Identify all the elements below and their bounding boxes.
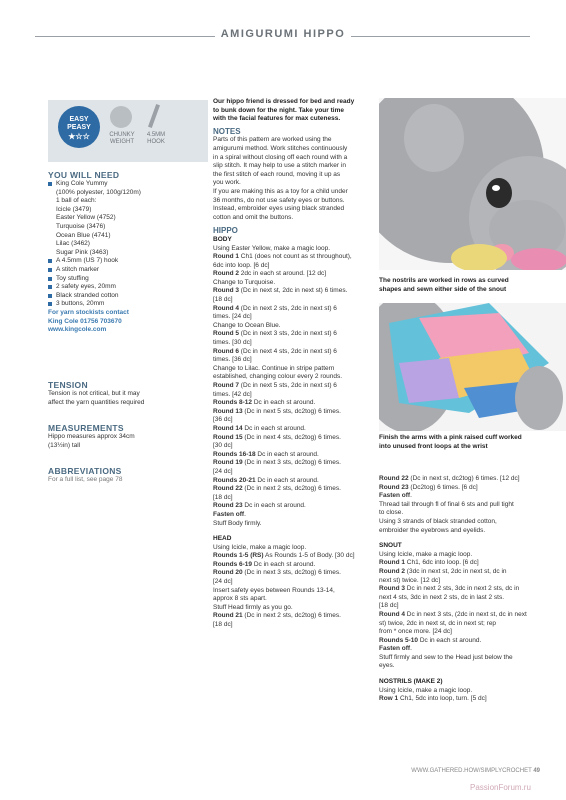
body-heading: BODY <box>213 235 232 243</box>
instruction-text: [18 dc] <box>379 602 399 610</box>
instruction-line <box>213 262 376 271</box>
instruction-text: [36 dc] <box>213 416 233 424</box>
instruction-line <box>213 279 376 288</box>
instruction-line <box>213 373 376 382</box>
notes-heading: NOTES <box>213 126 241 136</box>
instruction-text: (3dc in next st, 2dc in next st, dc in <box>405 567 507 575</box>
instruction-text: Dc in each st around. <box>255 450 319 458</box>
instruction-text: (Dc in next 4 sts, dc2tog) 6 times. <box>242 433 341 441</box>
instruction-line <box>213 604 376 613</box>
instruction-line <box>213 502 376 511</box>
instruction-line <box>213 595 376 604</box>
instruction-text: As Rounds 1-5 of Body. [30 dc] <box>263 552 355 560</box>
hippo-heading: HIPPO <box>213 226 238 236</box>
right-column <box>379 475 544 704</box>
instruction-text: Using Easter Yellow, make a magic loop. <box>213 244 331 252</box>
instruction-line <box>379 492 544 501</box>
head-instructions-continued <box>379 475 544 535</box>
page-header <box>0 28 566 44</box>
round-label: Fasten off <box>213 510 245 518</box>
text-line: 36 months, do not use safety eyes or buttons. <box>213 196 345 204</box>
instruction-line <box>379 551 544 560</box>
instruction-text: Stuff firmly and sew to the Head just below the <box>379 653 513 661</box>
instruction-text: Using 3 strands of black stranded cotton, <box>379 517 497 525</box>
intro-line: to bunk down for the night. Take your time <box>213 106 344 114</box>
text-line: amigurumi method. Work stitches continuously <box>213 144 348 152</box>
instruction-line <box>213 365 376 374</box>
instruction-line <box>213 552 376 561</box>
round-label: Round 19 <box>213 459 243 467</box>
list-item: Toy stuffing <box>48 275 208 284</box>
list-item: Sugar Pink (3463) <box>56 248 109 256</box>
instruction-line <box>379 628 544 637</box>
instruction-text: (Dc in next 3 sts, dc2tog) 6 times. <box>242 459 341 467</box>
photo-caption <box>379 434 544 451</box>
instruction-line <box>213 578 376 587</box>
text-line: you work. <box>213 179 241 187</box>
body-text: Tension is not critical, but it may <box>48 390 140 397</box>
instruction-line <box>379 559 544 568</box>
round-label: Rounds 20-21 <box>213 476 256 484</box>
instruction-line <box>379 509 544 518</box>
round-label: Round 7 <box>213 382 239 389</box>
instruction-line <box>379 577 544 586</box>
instruction-line <box>379 695 544 704</box>
instruction-text: to close. <box>379 509 404 517</box>
instruction-text: Using Icicle, make a magic loop. <box>379 550 473 558</box>
round-label: Round 2 <box>379 567 405 575</box>
instruction-text: [30 dc] <box>213 442 233 450</box>
difficulty-badge <box>58 106 100 148</box>
head-heading: HEAD <box>213 535 232 543</box>
instruction-text: . <box>410 645 412 653</box>
instruction-text: Using Icicle, make a magic loop. <box>379 686 473 694</box>
instruction-line <box>213 477 376 486</box>
stockist-link[interactable]: www.kingcole.com <box>48 326 107 334</box>
instruction-text: next 4 sts, 3dc in next 2 sts, dc in last 2 sts. <box>379 593 505 601</box>
list-item: Icicle (3479) <box>56 205 92 213</box>
instruction-line <box>213 569 376 578</box>
section-heading: MEASUREMENTS <box>48 423 124 433</box>
instruction-line <box>213 391 376 400</box>
instruction-line <box>213 270 376 279</box>
instruction-text: (Dc in next 3 sts, 2dc in next st) 6 <box>239 330 337 338</box>
list-item: Black stranded cotton <box>48 292 208 301</box>
round-label: Round 23 <box>379 483 409 491</box>
instruction-text: times. [24 dc] <box>213 313 252 321</box>
instruction-text: (Dc in next st, 2dc in next st) 6 times. <box>239 287 348 295</box>
instruction-line <box>213 253 376 262</box>
instruction-text: (Dc in next 5 sts, 2dc in next st) 6 <box>239 382 337 389</box>
round-label: Round 3 <box>213 287 239 295</box>
instruction-line <box>213 356 376 365</box>
body-instructions <box>213 245 376 529</box>
body-text: (13½in) tall <box>48 441 81 449</box>
instruction-line <box>379 518 544 527</box>
nostrils-instructions <box>379 687 544 704</box>
yarn-ball-icon <box>110 106 132 128</box>
round-label: Row 1 <box>379 695 399 703</box>
caption-line: into unused front loops at the wrist <box>379 442 488 450</box>
instruction-text: (Dc2tog) 6 times. [6 dc] <box>408 483 478 491</box>
instruction-line <box>379 594 544 603</box>
round-label: Rounds 6-19 <box>213 560 253 568</box>
instruction-line <box>379 687 544 696</box>
instruction-text: from * once more. [24 dc] <box>379 628 452 636</box>
hippo-face-photo <box>379 98 566 270</box>
text-line: in a spiral without closing off each round with a <box>213 153 348 161</box>
instruction-text: established, changing colour every 2 rounds. <box>213 373 342 381</box>
footer-url: WWW.GATHERED.HOW/SIMPLYCROCHET <box>411 768 532 774</box>
round-label: Round 13 <box>213 407 243 415</box>
instruction-text: Dc in each st around. <box>252 560 316 568</box>
round-label: Round 22 <box>213 485 243 493</box>
instruction-text: [18 dc] <box>213 621 233 629</box>
instruction-line <box>379 637 544 646</box>
round-label: Round 23 <box>213 502 243 510</box>
instruction-text: Stuff Head firmly as you go. <box>213 603 293 611</box>
instruction-line <box>379 662 544 671</box>
instruction-line <box>213 468 376 477</box>
instruction-line <box>213 245 376 254</box>
round-label: Round 22 <box>379 475 409 482</box>
instruction-line <box>379 645 544 654</box>
instruction-text: Ch1 (does not count as st throughout), <box>239 253 352 261</box>
list-item: Ocean Blue (4741) <box>56 231 111 239</box>
instruction-line <box>213 399 376 408</box>
list-item: King Cole Yummy <box>48 180 208 189</box>
instruction-text: Thread tail through fl of final 6 sts and pull tight <box>379 500 514 508</box>
text-line: slip stitch. It may help to use a stitch marker in <box>213 162 346 170</box>
instruction-text: (Dc in next 4 sts, 2dc in next st) 6 <box>239 347 337 355</box>
instruction-text: Change to Ocean Blue. <box>213 321 281 329</box>
tension-section <box>48 380 208 407</box>
caption-line: Finish the arms with a pink raised cuff worked <box>379 434 522 441</box>
page-title: AMIGURUMI HIPPO <box>215 28 352 40</box>
instruction-line <box>379 654 544 663</box>
instruction-line <box>213 322 376 331</box>
badge-line2: PEASY <box>67 124 91 131</box>
instruction-text: Dc in next 3 sts, (2dc in next st, dc in next <box>405 610 527 618</box>
instruction-line <box>213 408 376 417</box>
measurements-section <box>48 423 208 450</box>
text-line: the first stitch of each round, moving it up as <box>213 170 341 178</box>
body-text: For a full list, see page 78 <box>48 476 123 483</box>
instruction-text: (Dc in next 2 sts, dc2tog) 6 times. <box>242 612 341 620</box>
instruction-text: Dc in each st around. <box>255 476 319 484</box>
instruction-text: Dc in each st around. <box>242 502 306 510</box>
instruction-text: . <box>244 510 246 518</box>
instruction-line <box>213 544 376 553</box>
instruction-line <box>213 561 376 570</box>
instruction-text: (Dc in next 2 sts, dc2tog) 6 times. <box>242 485 341 493</box>
list-item: A 4.5mm (US 7) hook <box>48 257 208 266</box>
head-instructions <box>213 544 376 630</box>
instruction-line <box>213 348 376 357</box>
list-item: Easter Yellow (4752) <box>56 214 116 222</box>
instruction-text: Ch1, 5dc into loop, turn. [5 dc] <box>398 695 487 703</box>
round-label: Round 20 <box>213 569 243 577</box>
instruction-line <box>213 511 376 520</box>
instruction-text: Insert safety eyes between Rounds 13-14, <box>213 586 335 594</box>
instruction-line <box>213 520 376 529</box>
round-label: Round 2 <box>213 270 239 278</box>
text-line: cotton and omit the buttons. <box>213 213 294 221</box>
instruction-text: times. [42 dc] <box>213 390 252 398</box>
section-heading: ABBREVIATIONS <box>48 466 122 476</box>
list-item: 3 buttons, 20mm <box>48 300 208 309</box>
stockist-line: For yarn stockists contact <box>48 308 129 316</box>
instruction-line <box>379 527 544 536</box>
watermark: PassionForum.ru <box>470 783 531 792</box>
caption-line: shapes and sewn either side of the snout <box>379 285 507 293</box>
instruction-line <box>213 296 376 305</box>
round-label: Round 6 <box>213 347 239 355</box>
page-footer <box>380 768 540 774</box>
text-line: If you are making this as a toy for a child under <box>213 187 348 195</box>
list-item: Turquoise (3476) <box>56 222 106 230</box>
instruction-text: approx 8 sts apart. <box>213 595 267 603</box>
badge-stars: ★☆☆ <box>68 132 90 141</box>
instruction-text: Change to Lilac. Continue in stripe pattern <box>213 364 335 372</box>
instruction-text: [24 dc] <box>213 467 233 475</box>
instruction-text: . <box>410 492 412 500</box>
round-label: Round 15 <box>213 433 243 441</box>
instruction-text: Dc in next 2 sts, 3dc in next 2 sts, dc in <box>405 585 520 593</box>
round-label: Rounds 8-12 <box>213 399 253 407</box>
instruction-line <box>213 330 376 339</box>
badge-line1: EASY <box>69 116 89 123</box>
round-label: Round 5 <box>213 330 239 338</box>
round-label: Round 4 <box>379 610 405 618</box>
round-label: Rounds 1-5 (RS) <box>213 552 264 560</box>
round-label: Round 1 <box>379 559 405 567</box>
instruction-text: Dc in each st around. <box>418 636 482 644</box>
instruction-text: Using Icicle, make a magic loop. <box>213 543 307 551</box>
nostrils-heading: NOSTRILS (MAKE 2) <box>379 678 443 686</box>
instruction-line <box>213 612 376 621</box>
round-label: Round 1 <box>213 253 239 261</box>
middle-column <box>213 98 376 630</box>
caption-line: The nostrils are worked in rows as curved <box>379 277 509 284</box>
page-number: 49 <box>533 768 540 774</box>
instruction-line <box>379 484 544 493</box>
instruction-line <box>213 416 376 425</box>
notes-text <box>213 136 376 222</box>
instruction-text: next st) twice. [12 dc] <box>379 576 441 584</box>
round-label: Fasten off <box>379 645 411 653</box>
instruction-line <box>213 451 376 460</box>
instruction-line <box>213 459 376 468</box>
instruction-line <box>213 434 376 443</box>
section-heading: TENSION <box>48 380 88 390</box>
instruction-line <box>213 621 376 630</box>
instruction-text: Dc in each st around. <box>242 424 306 432</box>
list-item: A stitch marker <box>48 266 208 275</box>
round-label: Round 14 <box>213 424 243 432</box>
text-line: Parts of this pattern are worked using the <box>213 136 332 144</box>
hook-size-label: 4.5MM HOOK <box>146 132 166 145</box>
intro-line: with the facial features for max cuteness. <box>213 115 341 123</box>
instruction-text: (Dc in next 5 sts, dc2tog) 6 times. <box>242 407 341 415</box>
list-item: Lilac (3462) <box>56 240 90 248</box>
abbreviations-section <box>48 466 208 485</box>
instruction-line <box>379 501 544 510</box>
instruction-line <box>379 475 544 484</box>
photo-caption <box>379 277 544 294</box>
list-item: 1 ball of each: <box>56 197 97 205</box>
yarn-weight-label: CHUNKY WEIGHT <box>109 132 135 145</box>
instruction-text: (Dc in next 3 sts, dc2tog) 6 times. <box>242 569 341 577</box>
instruction-text: 6dc into loop. [6 dc] <box>213 261 270 269</box>
list-item: 2 safety eyes, 20mm <box>48 283 208 292</box>
instruction-text: [18 dc] <box>213 296 233 304</box>
round-label: Rounds 16-18 <box>213 450 256 458</box>
instruction-text: Ch1, 6dc into loop. [6 dc] <box>405 559 479 567</box>
instruction-text: Stuff Body firmly. <box>213 519 262 527</box>
body-text: Hippo measures approx 34cm <box>48 433 135 440</box>
instruction-text: Change to Turquoise. <box>213 278 276 286</box>
hippo-arm-photo <box>379 303 566 431</box>
list-item: (100% polyester, 100g/120m) <box>56 188 141 196</box>
instruction-line <box>379 611 544 620</box>
instruction-text: [18 dc] <box>213 493 233 501</box>
section-heading: YOU WILL NEED <box>48 170 120 180</box>
text-line: Instead, embroider eyes using black stranded <box>213 205 345 213</box>
round-label: Round 4 <box>213 304 239 312</box>
instruction-line <box>213 339 376 348</box>
instruction-text: (Dc in next 2 sts, 2dc in next st) 6 <box>239 304 337 312</box>
instruction-line <box>213 313 376 322</box>
round-label: Rounds 5-10 <box>379 636 419 644</box>
instruction-line <box>213 587 376 596</box>
instruction-line <box>379 620 544 629</box>
snout-heading: SNOUT <box>379 542 402 550</box>
instruction-text: 2dc in each st around. [12 dc] <box>239 270 327 278</box>
stockist-line: King Cole 01756 703670 <box>48 317 122 325</box>
instruction-text: st) twice, 2dc in next st, dc in next st; rep <box>379 619 497 627</box>
round-label: Fasten off <box>379 492 411 500</box>
round-label: Round 3 <box>379 585 405 593</box>
instruction-text: times. [36 dc] <box>213 356 252 364</box>
round-label: Round 21 <box>213 612 243 620</box>
instruction-text: Dc in each st around. <box>252 399 316 407</box>
instruction-text: times. [30 dc] <box>213 339 252 347</box>
instruction-line <box>213 287 376 296</box>
intro-line: Our hippo friend is dressed for bed and ready <box>213 98 355 105</box>
instruction-line <box>213 382 376 391</box>
difficulty-box <box>48 100 208 162</box>
instruction-line <box>213 305 376 314</box>
instruction-text: (Dc in next st, dc2tog) 6 times. [12 dc] <box>408 475 520 482</box>
instruction-text: [24 dc] <box>213 578 233 586</box>
instruction-text: embroider the eyebrows and eyelids. <box>379 526 486 534</box>
instruction-line <box>379 568 544 577</box>
instruction-line <box>379 602 544 611</box>
you-will-need-section <box>48 170 208 335</box>
body-text: affect the yarn quantities required <box>48 398 145 406</box>
instruction-line <box>213 442 376 451</box>
instruction-line <box>213 425 376 434</box>
instruction-line <box>213 485 376 494</box>
hook-icon <box>148 104 160 128</box>
instruction-line <box>213 494 376 503</box>
instruction-text: eyes. <box>379 662 395 670</box>
snout-instructions <box>379 551 544 671</box>
instruction-line <box>379 585 544 594</box>
